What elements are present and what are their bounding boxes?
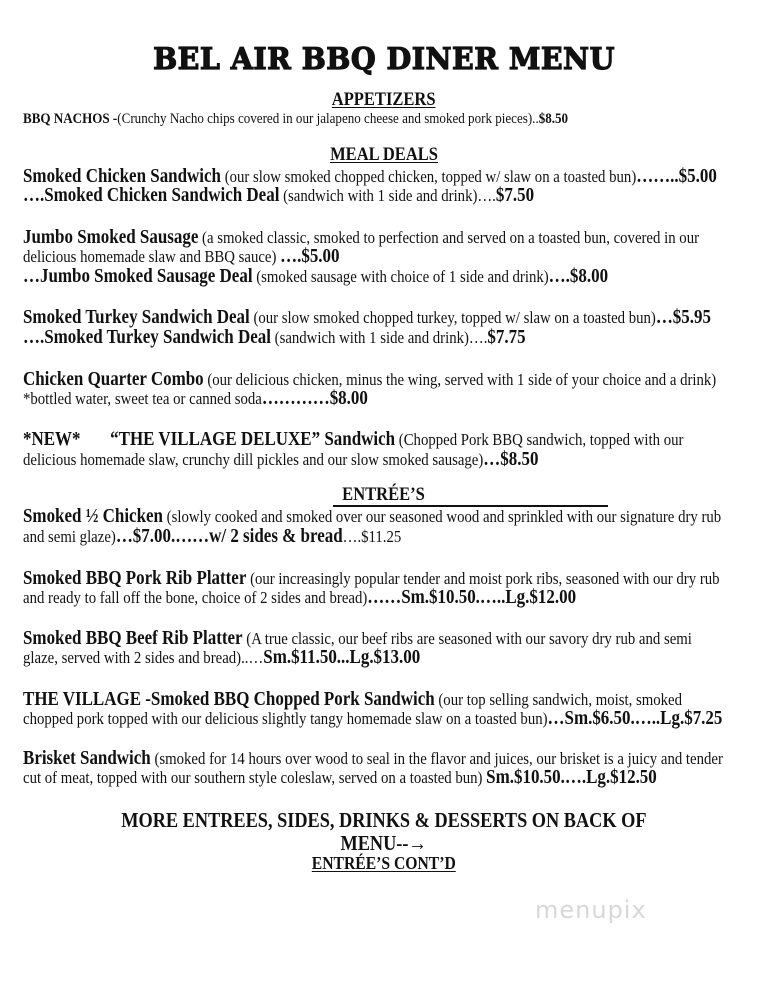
item-name-or-price: ….Smoked Turkey Sandwich Deal: [23, 327, 271, 348]
section-meal-deals: [0, 144, 768, 166]
menu-line-pork-rib-platter-2: [23, 588, 576, 608]
more-notice-line: MENU--→: [340, 831, 428, 855]
menu-line-jumbo-smoked-sausage-deal: [23, 267, 608, 287]
menu-line-village-chopped-pork-sandwich-2: [23, 709, 722, 729]
item-name-or-price: Sm.$10.50.….Lg.$12.50: [486, 767, 657, 788]
menu-line-smoked-half-chicken: [23, 507, 721, 527]
menu-line-jumbo-smoked-sausage: [23, 228, 699, 248]
more-notice: [0, 808, 768, 833]
menu-line-beef-rib-platter-2: [23, 648, 420, 668]
item-description: (our slow smoked chopped chicken, topped w/ slaw on a toasted bun): [220, 167, 637, 186]
item-name-or-price: …Sm.$6.50.…..Lg.$7.25: [547, 708, 723, 729]
menu-line-chicken-quarter-combo-2: [23, 389, 368, 409]
item-name-or-price: …Jumbo Smoked Sausage Deal: [23, 266, 253, 287]
item-description: (sandwich with 1 side and drink)….: [279, 186, 496, 205]
item-name-or-price: $7.50: [495, 185, 535, 206]
menu-line-smoked-turkey-sandwich: [23, 308, 711, 328]
item-name-or-price: Smoked BBQ Pork Rib Platter: [23, 568, 247, 589]
item-description: and ready to fall off the bone, choice of 2 sides and bread): [23, 588, 368, 607]
item-name-or-price: *NEW* “THE VILLAGE DELUXE” Sandwich: [23, 429, 396, 450]
menu-title: BEL AIR BBQ DINER MENU: [153, 42, 615, 77]
section-heading: ENTRÉE’S: [342, 484, 426, 505]
section-heading: ENTRÉE’S CONT’D: [311, 853, 457, 873]
menu-line-village-deluxe-sandwich-2: [23, 450, 538, 470]
item-description: *bottled water, sweet tea or canned soda: [23, 389, 262, 408]
item-description: delicious homemade slaw and BBQ sauce): [23, 247, 281, 266]
menu-line-brisket-sandwich-2: [23, 768, 657, 788]
menu-line-smoked-chicken-sandwich-deal: [23, 186, 534, 206]
item-name-or-price: Jumbo Smoked Sausage: [23, 227, 199, 248]
item-name-or-price: …$5.95: [655, 307, 711, 328]
menu-line-chicken-quarter-combo: [23, 370, 716, 390]
item-description: and semi glaze): [23, 527, 116, 546]
section-heading: MEAL DEALS: [330, 144, 438, 165]
item-name-or-price: Smoked BBQ Beef Rib Platter: [23, 628, 243, 649]
item-name-or-price: BBQ NACHOS -: [23, 111, 118, 127]
item-name-or-price: $8.50: [538, 111, 569, 127]
item-name-or-price: $7.75: [487, 327, 526, 348]
item-name-or-price: Brisket Sandwich: [23, 748, 151, 769]
item-description: (smoked for 14 hours over wood to seal in the flavor and juices, our brisket is a juicy and tender: [150, 749, 723, 768]
watermark-logo: menupix: [535, 896, 647, 924]
item-name-or-price: ……Sm.$10.50.…..Lg.$12.00: [367, 587, 577, 608]
entrees-continued: [0, 853, 768, 874]
item-description: (slowly cooked and smoked over our seasoned wood and sprinkled with our signature dry rub: [162, 507, 722, 526]
item-name-or-price: …………$8.00: [261, 388, 368, 409]
item-description: (our slow smoked chopped turkey, topped w/ slaw on a toasted bun): [249, 308, 656, 327]
item-description: delicious homemade slaw, crunchy dill pickles and our slow smoked sausage): [23, 450, 484, 469]
item-description: chopped pork topped with our delicious slightly tangy homemade slaw on a toasted bun): [23, 709, 548, 728]
item-name-or-price: Smoked ½ Chicken: [23, 506, 163, 527]
item-description: (a smoked classic, smoked to perfection and served on a toasted bun, covered in our: [198, 228, 700, 247]
item-description: ….$11.25: [342, 527, 402, 546]
item-description: (our delicious chicken, minus the wing, served with 1 side of your choice and a drink): [203, 370, 717, 389]
item-name-or-price: Sm.$11.50...Lg.$13.00: [263, 647, 421, 668]
item-name-or-price: THE VILLAGE -Smoked BBQ Chopped Pork Sandwich: [23, 689, 435, 710]
item-description: (Crunchy Nacho chips covered in our jalapeno cheese and smoked pork pieces)..: [117, 111, 539, 127]
item-name-or-price: ……..$5.00: [636, 166, 717, 187]
menu-line-pork-rib-platter: [23, 569, 720, 589]
menu-line-smoked-half-chicken-2: [23, 527, 401, 547]
item-name-or-price: Smoked Turkey Sandwich Deal: [23, 307, 250, 328]
item-description: (sandwich with 1 side and drink)….: [270, 328, 488, 347]
item-description: glaze, served with 2 sides and bread)..…: [23, 648, 264, 667]
section-heading: APPETIZERS: [332, 89, 436, 110]
item-name-or-price: ….$8.00: [548, 266, 609, 287]
item-name-or-price: Chicken Quarter Combo: [23, 369, 204, 390]
menu-line-smoked-turkey-sandwich-deal: [23, 328, 526, 348]
section-entrees: [0, 484, 768, 506]
item-description: cut of meat, topped with our southern style coleslaw, served on a toasted bun): [23, 768, 487, 787]
item-name-or-price: Smoked Chicken Sandwich: [23, 166, 221, 187]
item-description: (A true classic, our beef ribs are seasoned with our savory dry rub and semi: [242, 629, 692, 648]
menu-line-brisket-sandwich: [23, 749, 723, 769]
item-description: (our top selling sandwich, moist, smoked: [434, 690, 682, 709]
item-description: (Chopped Pork BBQ sandwich, topped with our: [395, 430, 684, 449]
menu-line-jumbo-smoked-sausage-2: [23, 247, 340, 267]
item-name-or-price: …$8.50: [483, 449, 539, 470]
item-name-or-price: ….Smoked Chicken Sandwich Deal: [23, 185, 280, 206]
menu-line-village-chopped-pork-sandwich: [23, 690, 682, 710]
item-description: (our increasingly popular tender and moist pork ribs, seasoned with our dry rub: [246, 569, 720, 588]
menu-line-beef-rib-platter: [23, 629, 692, 649]
menu-line-bbq-nachos: [23, 109, 568, 129]
menu-line-smoked-chicken-sandwich: [23, 167, 717, 187]
menu-line-village-deluxe-sandwich: [23, 430, 683, 450]
item-name-or-price: ….$5.00: [280, 246, 340, 267]
section-appetizers: [0, 89, 768, 111]
more-notice-line: MORE ENTREES, SIDES, DRINKS & DESSERTS ON BACK OF: [121, 808, 647, 832]
item-description: (smoked sausage with choice of 1 side and drink): [252, 267, 549, 286]
item-name-or-price: …$7.00.……w/ 2 sides & bread: [115, 526, 343, 547]
